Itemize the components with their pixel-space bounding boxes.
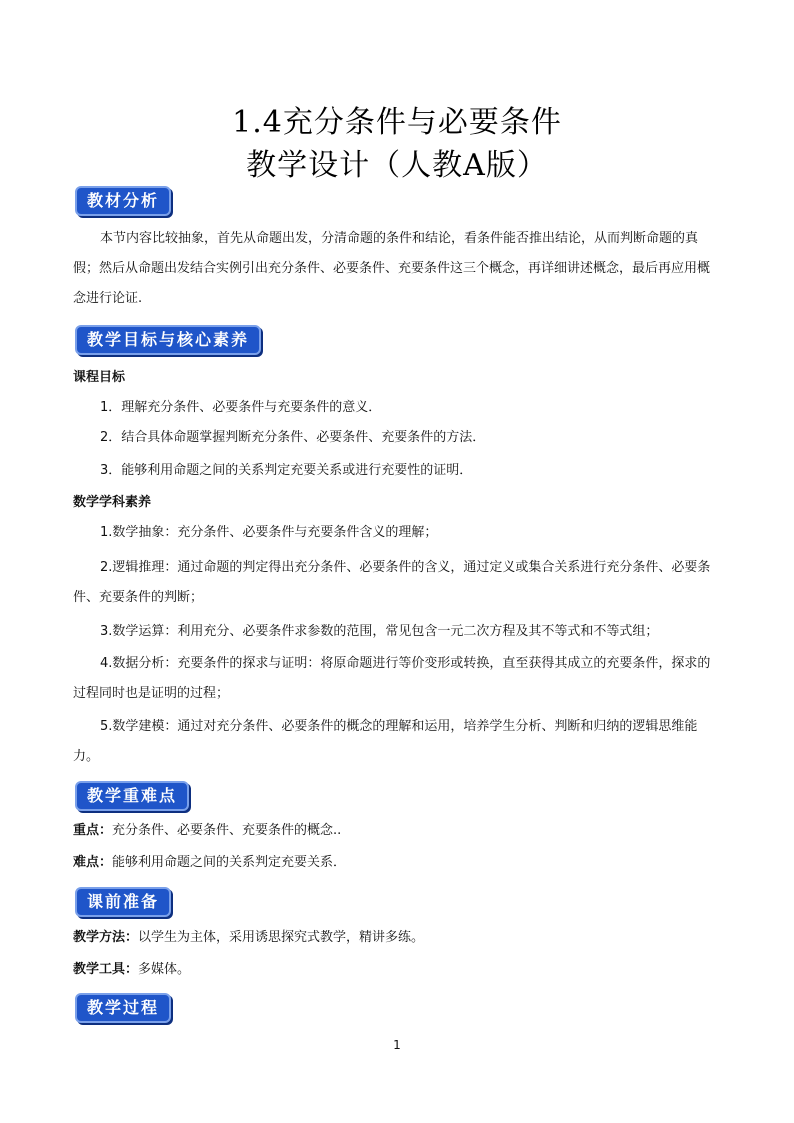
literacy-item: 3.数学运算：利用充分、必要条件求参数的范围，常见包含一元二次方程及其不等式和不等式组； xyxy=(100,624,659,639)
page-number: 1 xyxy=(393,1038,401,1052)
course-goal-item: 2．结合具体命题掌握判断充分条件、必要条件、充要条件的方法． xyxy=(100,430,486,445)
literacy-label: 数学学科素养 xyxy=(73,495,152,510)
document-title: 1.4充分条件与必要条件 xyxy=(232,105,562,140)
key-point-label: 重点： xyxy=(73,823,113,838)
key-point-line xyxy=(73,821,341,841)
teaching-method-line xyxy=(73,928,424,948)
section-heading-prep: 课前准备 xyxy=(75,887,171,917)
course-goal-item: 3．能够利用命题之间的关系判定充要关系或进行充要性的证明． xyxy=(100,463,473,478)
teaching-method-text: 以学生为主体，采用诱思探究式教学，精讲多练。 xyxy=(138,930,425,945)
literacy-item: 2.逻辑推理：通过命题的判定得出充分条件、必要条件的含义，通过定义或集合关系进行充分条件、必要条件、充要条件的判断； xyxy=(73,560,711,605)
difficulty-line xyxy=(73,853,346,873)
section-heading-process: 教学过程 xyxy=(75,993,171,1023)
teaching-tools-line xyxy=(73,960,190,980)
literacy-item: 4.数据分析：充要条件的探求与证明：将原命题进行等价变形或转换，直至获得其成立的充要条件，探求的过程同时也是证明的过程； xyxy=(73,656,711,701)
teaching-method-label: 教学方法： xyxy=(73,930,139,945)
section-heading-goals: 教学目标与核心素养 xyxy=(75,325,261,355)
document-subtitle: 教学设计（人教A版） xyxy=(246,148,548,183)
teaching-tools-text: 多媒体。 xyxy=(138,962,191,977)
literacy-item: 1.数学抽象：充分条件、必要条件与充要条件含义的理解； xyxy=(100,525,438,540)
course-goal-item: 1．理解充分条件、必要条件与充要条件的意义． xyxy=(100,400,382,415)
difficulty-text: 能够利用命题之间的关系判定充要关系． xyxy=(112,855,347,870)
difficulty-label: 难点： xyxy=(73,855,113,870)
analysis-paragraph: 本节内容比较抽象，首先从命题出发，分清命题的条件和结论，看条件能否推出结论，从而判断命题的真假；然后从命题出发结合实例引出充分条件、必要条件、充要条件这三个概念，再详细讲述概念，最后再应用概念进行论证. xyxy=(73,231,711,306)
key-point-text: 充分条件、必要条件、充要条件的概念.. xyxy=(112,823,342,838)
teaching-tools-label: 教学工具： xyxy=(73,962,139,977)
course-goals-label: 课程目标 xyxy=(73,370,126,385)
section-heading-keypoints: 教学重难点 xyxy=(75,781,189,811)
literacy-item: 5.数学建模：通过对充分条件、必要条件的概念的理解和运用，培养学生分析、判断和归纳的逻辑思维能力。 xyxy=(73,719,698,764)
section-heading-analysis: 教材分析 xyxy=(75,186,171,216)
